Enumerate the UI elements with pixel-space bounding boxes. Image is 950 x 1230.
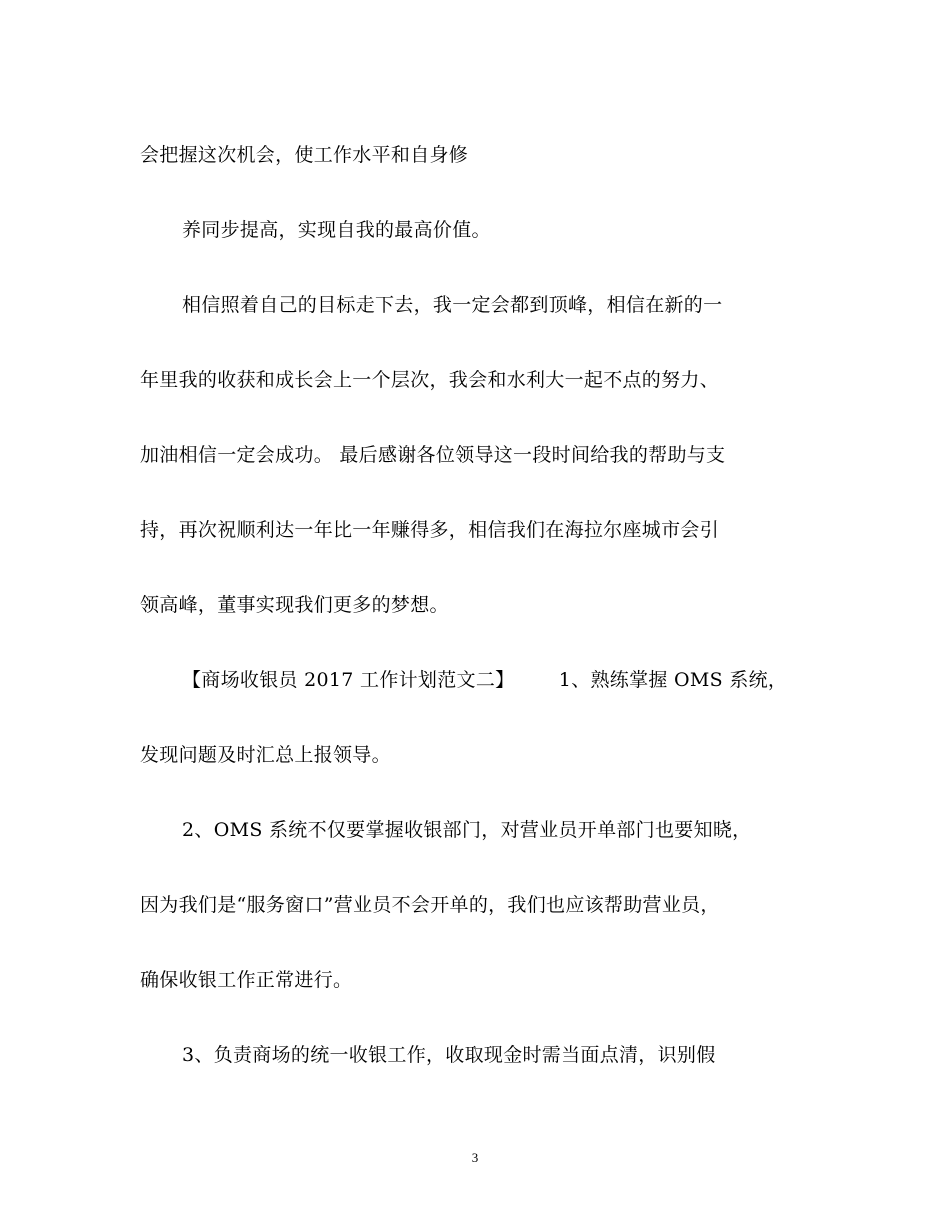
text-line: 年里我的收获和成长会上一个层次，我会和水利大一起不点的努力、 — [140, 369, 720, 391]
text-line: 2、OMS 系统不仅要掌握收银部门，对营业员开单部门也要知晓， — [182, 819, 752, 841]
text-line: 会把握这次机会，使工作水平和自身修 — [140, 144, 469, 166]
text-line: 发现问题及时汇总上报领导。 — [140, 744, 391, 766]
text-line: 因为我们是“服务窗口”营业员不会开单的，我们也应该帮助营业员， — [140, 894, 720, 916]
text-line: 养同步提高，实现自我的最高价值。 — [182, 219, 491, 241]
text-line: 持，再次祝顺利达一年比一年赚得多，相信我们在海拉尔座城市会引 — [140, 519, 720, 541]
text-line: 确保收银工作正常进行。 — [140, 969, 353, 991]
section-heading-line: 【商场收银员 2017 工作计划范文二】 1、熟练掌握 OMS 系统， — [182, 669, 788, 691]
text-line: 加油相信一定会成功。 最后感谢各位领导这一段时间给我的帮助与支 — [140, 444, 726, 466]
text-line: 领高峰，董事实现我们更多的梦想。 — [140, 594, 449, 616]
page-number: 3 — [471, 1150, 479, 1165]
text-line: 相信照着自己的目标走下去，我一定会都到顶峰，相信在新的一 — [182, 294, 723, 316]
text-line: 3、负责商场的统一收银工作，收取现金时需当面点清，识别假 — [182, 1044, 716, 1066]
